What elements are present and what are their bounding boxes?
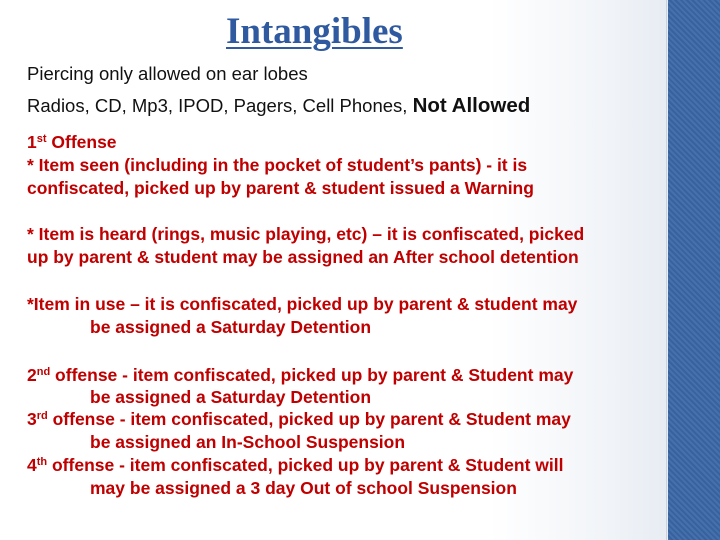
fourth-offense-text: offense - item confiscated, picked up by parent & Student will	[47, 455, 564, 475]
second-offense-ordinal: nd	[36, 366, 51, 378]
fourth-offense-line-1	[27, 455, 563, 476]
third-offense-number: 3	[27, 409, 37, 429]
slide-title: Intangibles	[226, 11, 403, 52]
side-bar-divider	[666, 0, 667, 540]
third-offense-line-1	[27, 409, 571, 430]
item-heard-line-1: * Item is heard (rings, music playing, etc) – it is confiscated, picked	[27, 224, 585, 244]
item-in-use-line-2: be assigned a Saturday Detention	[90, 317, 372, 337]
devices-rule-text: Radios, CD, Mp3, IPOD, Pagers, Cell Phones,	[27, 95, 413, 116]
devices-rule	[27, 94, 530, 118]
first-offense-label: Offense	[46, 132, 117, 152]
first-offense-heading	[27, 132, 117, 153]
item-seen-line-1: * Item seen (including in the pocket of student’s pants) - it is	[27, 155, 528, 175]
item-in-use-line-1: *Item in use – it is confiscated, picked up by parent & student may	[27, 294, 578, 314]
not-allowed-emphasis: Not Allowed	[412, 94, 531, 117]
third-offense-ordinal: rd	[36, 410, 48, 422]
fourth-offense-number: 4	[27, 455, 37, 475]
second-offense-number: 2	[27, 365, 37, 385]
decorative-side-bar	[668, 0, 720, 540]
second-offense-line-1	[27, 365, 573, 386]
piercing-rule	[27, 63, 308, 85]
third-offense-line-2: be assigned an In-School Suspension	[90, 432, 406, 452]
item-heard-line-2: up by parent & student may be assigned an After school detention	[27, 247, 579, 267]
second-offense-text: offense - item confiscated, picked up by parent & Student may	[50, 365, 574, 385]
item-seen-line-2: confiscated, picked up by parent & student issued a Warning	[27, 178, 534, 198]
second-offense-line-2: be assigned a Saturday Detention	[90, 387, 372, 407]
first-offense-ordinal: st	[36, 133, 47, 145]
fourth-offense-line-2: may be assigned a 3 day Out of school Suspension	[90, 478, 517, 498]
first-offense-number: 1	[27, 132, 37, 152]
piercing-rule-text: Piercing only allowed on ear lobes	[27, 63, 308, 84]
third-offense-text: offense - item confiscated, picked up by parent & Student may	[47, 409, 571, 429]
fourth-offense-ordinal: th	[36, 456, 48, 468]
